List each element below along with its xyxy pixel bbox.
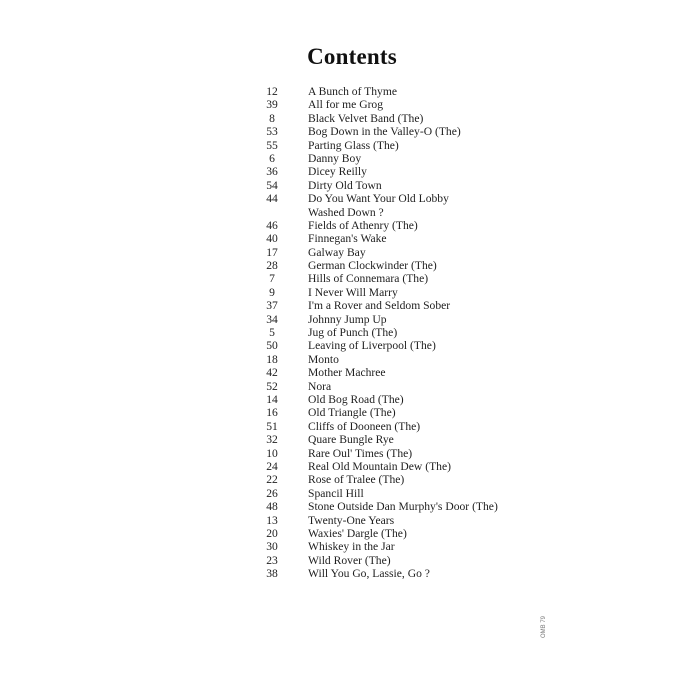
catalog-code: OMB 79 (541, 615, 547, 638)
toc-page-number: 46 (266, 218, 278, 232)
toc-song-title: Bog Down in the Valley-O (The) (308, 125, 461, 139)
toc-song-title: Cliffs of Dooneen (The) (308, 419, 421, 433)
toc-page-number: 17 (266, 245, 278, 259)
toc-page-number: 52 (266, 379, 278, 393)
toc-entry (255, 139, 555, 152)
spacer (289, 179, 308, 192)
toc-entry (255, 326, 555, 339)
spacer (289, 460, 308, 473)
toc-page-number: 18 (266, 352, 278, 366)
toc-entry (255, 112, 555, 125)
spacer (289, 85, 308, 98)
toc-song-title: Twenty-One Years (308, 513, 395, 527)
toc-entry (255, 272, 555, 285)
toc-entry (255, 353, 555, 366)
toc-page-number: 51 (266, 419, 278, 433)
toc-entry (255, 286, 555, 299)
spacer (289, 272, 308, 285)
toc-song-title: Dicey Reilly (308, 165, 367, 179)
toc-page-number: 26 (266, 486, 278, 500)
toc-entry (255, 380, 555, 393)
spacer (289, 353, 308, 366)
toc-page-number: 14 (266, 392, 278, 406)
spacer (289, 554, 308, 567)
toc-page-number: 12 (266, 85, 278, 98)
toc-page-number: 50 (266, 339, 278, 353)
spacer (289, 246, 308, 259)
toc-page-number: 55 (266, 138, 278, 152)
spacer (289, 540, 308, 553)
toc-song-title: Galway Bay (308, 245, 366, 259)
toc-song-title: Danny Boy (308, 151, 362, 165)
spacer (289, 192, 308, 205)
toc-song-title: A Bunch of Thyme (308, 85, 397, 98)
spacer (289, 366, 308, 379)
toc-page-number: 16 (266, 406, 278, 420)
toc-entry (255, 219, 555, 232)
toc-page-number: 20 (266, 526, 278, 540)
spacer (289, 514, 308, 527)
toc-entry (255, 179, 555, 192)
toc-page-number: 40 (266, 232, 278, 246)
toc-page-number: 32 (266, 433, 278, 447)
toc-entry (255, 192, 555, 205)
spacer (289, 339, 308, 352)
toc-song-title: Stone Outside Dan Murphy's Door (The) (308, 500, 498, 514)
toc-entry (255, 259, 555, 272)
toc-page-number: 53 (266, 125, 278, 139)
toc-page-number: 22 (266, 473, 278, 487)
table-of-contents (255, 85, 555, 580)
toc-entry (255, 339, 555, 352)
toc-song-title: Do You Want Your Old Lobby (308, 192, 449, 206)
spacer (289, 473, 308, 486)
toc-page-number: 37 (266, 299, 278, 313)
toc-page-number: 30 (266, 540, 278, 554)
spacer (289, 500, 308, 513)
toc-page-number: 48 (266, 500, 278, 514)
toc-page-number (255, 206, 289, 219)
spacer (289, 313, 308, 326)
toc-entry (255, 433, 555, 446)
toc-entry (255, 514, 555, 527)
toc-song-title: Leaving of Liverpool (The) (308, 339, 436, 353)
toc-song-title: Rose of Tralee (The) (308, 473, 405, 487)
toc-page-number: 42 (266, 366, 278, 380)
toc-entry (255, 500, 555, 513)
toc-page-number: 44 (266, 192, 278, 206)
toc-page-number: 28 (266, 259, 278, 273)
toc-page-number: 23 (266, 553, 278, 567)
spacer (289, 259, 308, 272)
toc-entry (255, 98, 555, 111)
spacer (289, 165, 308, 178)
spacer (289, 152, 308, 165)
toc-entry (255, 366, 555, 379)
spacer (289, 206, 308, 219)
toc-song-title: All for me Grog (308, 98, 384, 112)
spacer (289, 232, 308, 245)
toc-page-number: 34 (266, 312, 278, 326)
toc-song-title: Whiskey in the Jar (308, 540, 395, 554)
spacer (289, 219, 308, 232)
toc-entry (255, 567, 555, 580)
toc-page-number: 10 (266, 446, 278, 460)
spacer (289, 420, 308, 433)
spacer (289, 380, 308, 393)
spacer (289, 393, 308, 406)
toc-song-title: Johnny Jump Up (308, 312, 387, 326)
toc-entry (255, 246, 555, 259)
toc-song-title: Quare Bungle Rye (308, 433, 394, 447)
page-title: Contents (307, 44, 397, 69)
toc-page-number: 5 (269, 326, 275, 340)
spacer (289, 299, 308, 312)
spacer (289, 433, 308, 446)
toc-entry (255, 527, 555, 540)
toc-song-title: Rare Oul' Times (The) (308, 446, 413, 460)
toc-entry (255, 460, 555, 473)
toc-song-title: I'm a Rover and Seldom Sober (308, 299, 451, 313)
toc-entry (255, 554, 555, 567)
toc-entry (255, 540, 555, 553)
toc-entry (255, 420, 555, 433)
spacer (289, 125, 308, 138)
spacer (289, 406, 308, 419)
toc-entry (255, 393, 555, 406)
spacer (289, 286, 308, 299)
toc-page-number: 7 (269, 272, 275, 286)
toc-song-title: Monto (308, 352, 339, 366)
toc-song-title: Mother Machree (308, 366, 386, 380)
toc-entry (255, 152, 555, 165)
toc-entry (255, 299, 555, 312)
toc-page-number: 6 (269, 151, 275, 165)
spacer (289, 139, 308, 152)
toc-entry (255, 313, 555, 326)
toc-page-number: 39 (266, 98, 278, 112)
toc-song-title: Old Bog Road (The) (308, 392, 404, 406)
toc-entry (255, 406, 555, 419)
toc-song-title: Will You Go, Lassie, Go ? (308, 567, 430, 581)
toc-entry (255, 85, 555, 98)
toc-page-number: 8 (269, 111, 275, 125)
toc-entry (255, 473, 555, 486)
toc-song-title: I Never Will Marry (308, 285, 398, 299)
toc-song-title: Wild Rover (The) (308, 553, 391, 567)
toc-song-title: Nora (308, 379, 332, 393)
spacer (289, 98, 308, 111)
spacer (289, 112, 308, 125)
toc-entry (255, 125, 555, 138)
toc-page-number: 54 (266, 178, 278, 192)
toc-song-title: Spancil Hill (308, 486, 364, 500)
toc-song-title: Washed Down ? (308, 205, 384, 219)
spacer (289, 326, 308, 339)
toc-entry (255, 232, 555, 245)
toc-song-title: Finnegan's Wake (308, 232, 387, 246)
toc-entry (255, 487, 555, 500)
toc-song-title: Black Velvet Band (The) (308, 111, 424, 125)
toc-page-number: 36 (266, 165, 278, 179)
toc-song-title: Parting Glass (The) (308, 138, 399, 152)
spacer (289, 527, 308, 540)
toc-page-number: 38 (266, 567, 278, 581)
toc-song-title: Waxies' Dargle (The) (308, 526, 407, 540)
toc-entry (255, 447, 555, 460)
spacer (289, 567, 308, 580)
toc-song-title: Hills of Connemara (The) (308, 272, 429, 286)
toc-entry (255, 165, 555, 178)
toc-entry (255, 206, 555, 219)
toc-song-title: German Clockwinder (The) (308, 259, 437, 273)
toc-song-title: Old Triangle (The) (308, 406, 396, 420)
spacer (289, 447, 308, 460)
toc-page-number: 9 (269, 285, 275, 299)
toc-song-title: Fields of Athenry (The) (308, 218, 418, 232)
toc-page-number: 13 (266, 513, 278, 527)
toc-song-title: Jug of Punch (The) (308, 326, 398, 340)
toc-page-number: 24 (266, 459, 278, 473)
toc-song-title: Real Old Mountain Dew (The) (308, 459, 451, 473)
toc-song-title: Dirty Old Town (308, 178, 382, 192)
spacer (289, 487, 308, 500)
